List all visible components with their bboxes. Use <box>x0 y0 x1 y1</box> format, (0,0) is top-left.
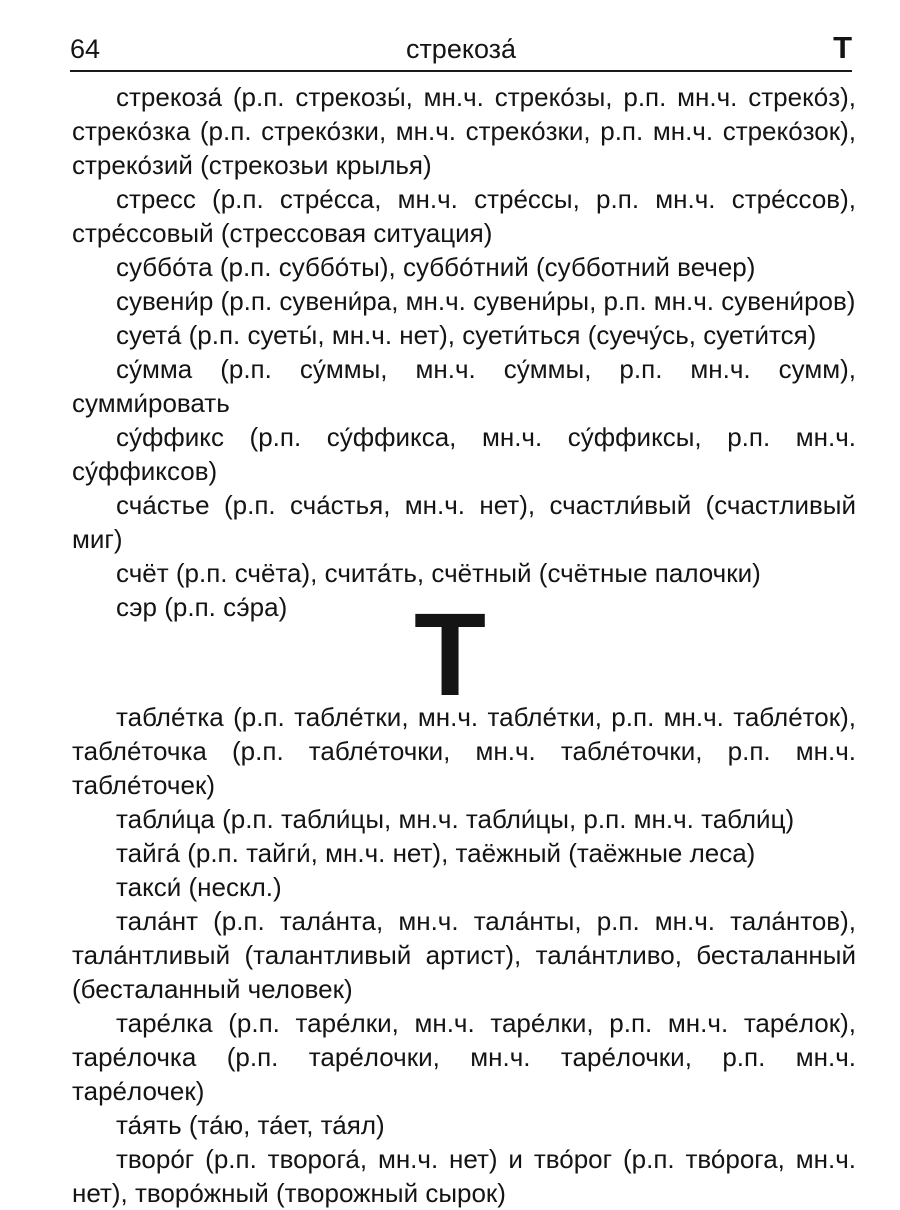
dictionary-entry: суббо́та (р.п. суббо́ты), суббо́тний (субботний вечер) <box>116 252 756 282</box>
dictionary-entry: такси́ (нескл.) <box>116 872 282 902</box>
dictionary-entry: тала́нт (р.п. тала́нта, мн.ч. тала́нты, р.п. мн.ч. тала́нтов), тала́нтливый (талантливый артист), тала́нтливо, бесталанный (бесталанный человек) <box>72 906 856 1004</box>
dictionary-entry: стрекоза́ (р.п. стрекозы́, мн.ч. стреко́зы, р.п. мн.ч. стреко́з), стреко́зка (р.п. стреко́зки, мн.ч. стреко́зки, р.п. мн.ч. стреко́зок), стреко́зий (стрекозьи крылья) <box>72 82 856 180</box>
entries-bottom <box>72 700 856 1210</box>
page-number: 64 <box>70 34 101 64</box>
dictionary-entry: сувени́р (р.п. сувени́ра, мн.ч. сувени́ры, р.п. мн.ч. сувени́ров) <box>116 286 856 316</box>
dictionary-entry: су́мма (р.п. су́ммы, мн.ч. су́ммы, р.п. мн.ч. сумм), сумми́ровать <box>72 354 856 418</box>
entries-top <box>72 80 856 624</box>
dictionary-entry: тайга́ (р.п. тайги́, мн.ч. нет), таёжный (таёжные леса) <box>116 838 756 868</box>
dictionary-entry: сча́стье (р.п. сча́стья, мн.ч. нет), счастли́вый (счастливый миг) <box>72 490 856 554</box>
dictionary-entry: творо́г (р.п. творога́, мн.ч. нет) и тво́рог (р.п. тво́рога, мн.ч. нет), творо́жный (творожный сырок) <box>72 1144 856 1208</box>
dictionary-entry: табле́тка (р.п. табле́тки, мн.ч. табле́тки, р.п. мн.ч. табле́ток), табле́точка (р.п. табле́точки, мн.ч. табле́точки, р.п. мн.ч. табле́точек) <box>72 702 856 800</box>
dictionary-entry: та́ять (та́ю, та́ет, та́ял) <box>116 1110 385 1140</box>
section-heading-letter: Т <box>413 589 487 721</box>
dictionary-entry: стресс (р.п. стре́сса, мн.ч. стре́ссы, р.п. мн.ч. стре́ссов), стре́ссовый (стрессовая ситуация) <box>72 184 856 248</box>
dictionary-entry: таре́лка (р.п. таре́лки, мн.ч. таре́лки, р.п. мн.ч. таре́лок), таре́лочка (р.п. таре́лочки, мн.ч. таре́лочки, р.п. мн.ч. таре́лочек) <box>72 1008 856 1106</box>
dictionary-entry: сэр (р.п. сэ́ра) <box>116 592 288 622</box>
dictionary-entry: су́ффикс (р.п. су́ффикса, мн.ч. су́ффиксы, р.п. мн.ч. су́ффиксов) <box>72 422 856 486</box>
dictionary-entry: счёт (р.п. счёта), счита́ть, счётный (счётные палочки) <box>116 558 761 588</box>
header-section-letter: Т <box>833 30 852 65</box>
guide-word: стрекоза́ <box>405 34 517 64</box>
page-header <box>70 30 852 72</box>
dictionary-entry: табли́ца (р.п. табли́цы, мн.ч. табли́цы, р.п. мн.ч. табли́ц) <box>116 804 795 834</box>
dictionary-entry: суета́ (р.п. суеты́, мн.ч. нет), суети́ться (суечу́сь, суети́тся) <box>116 320 817 350</box>
